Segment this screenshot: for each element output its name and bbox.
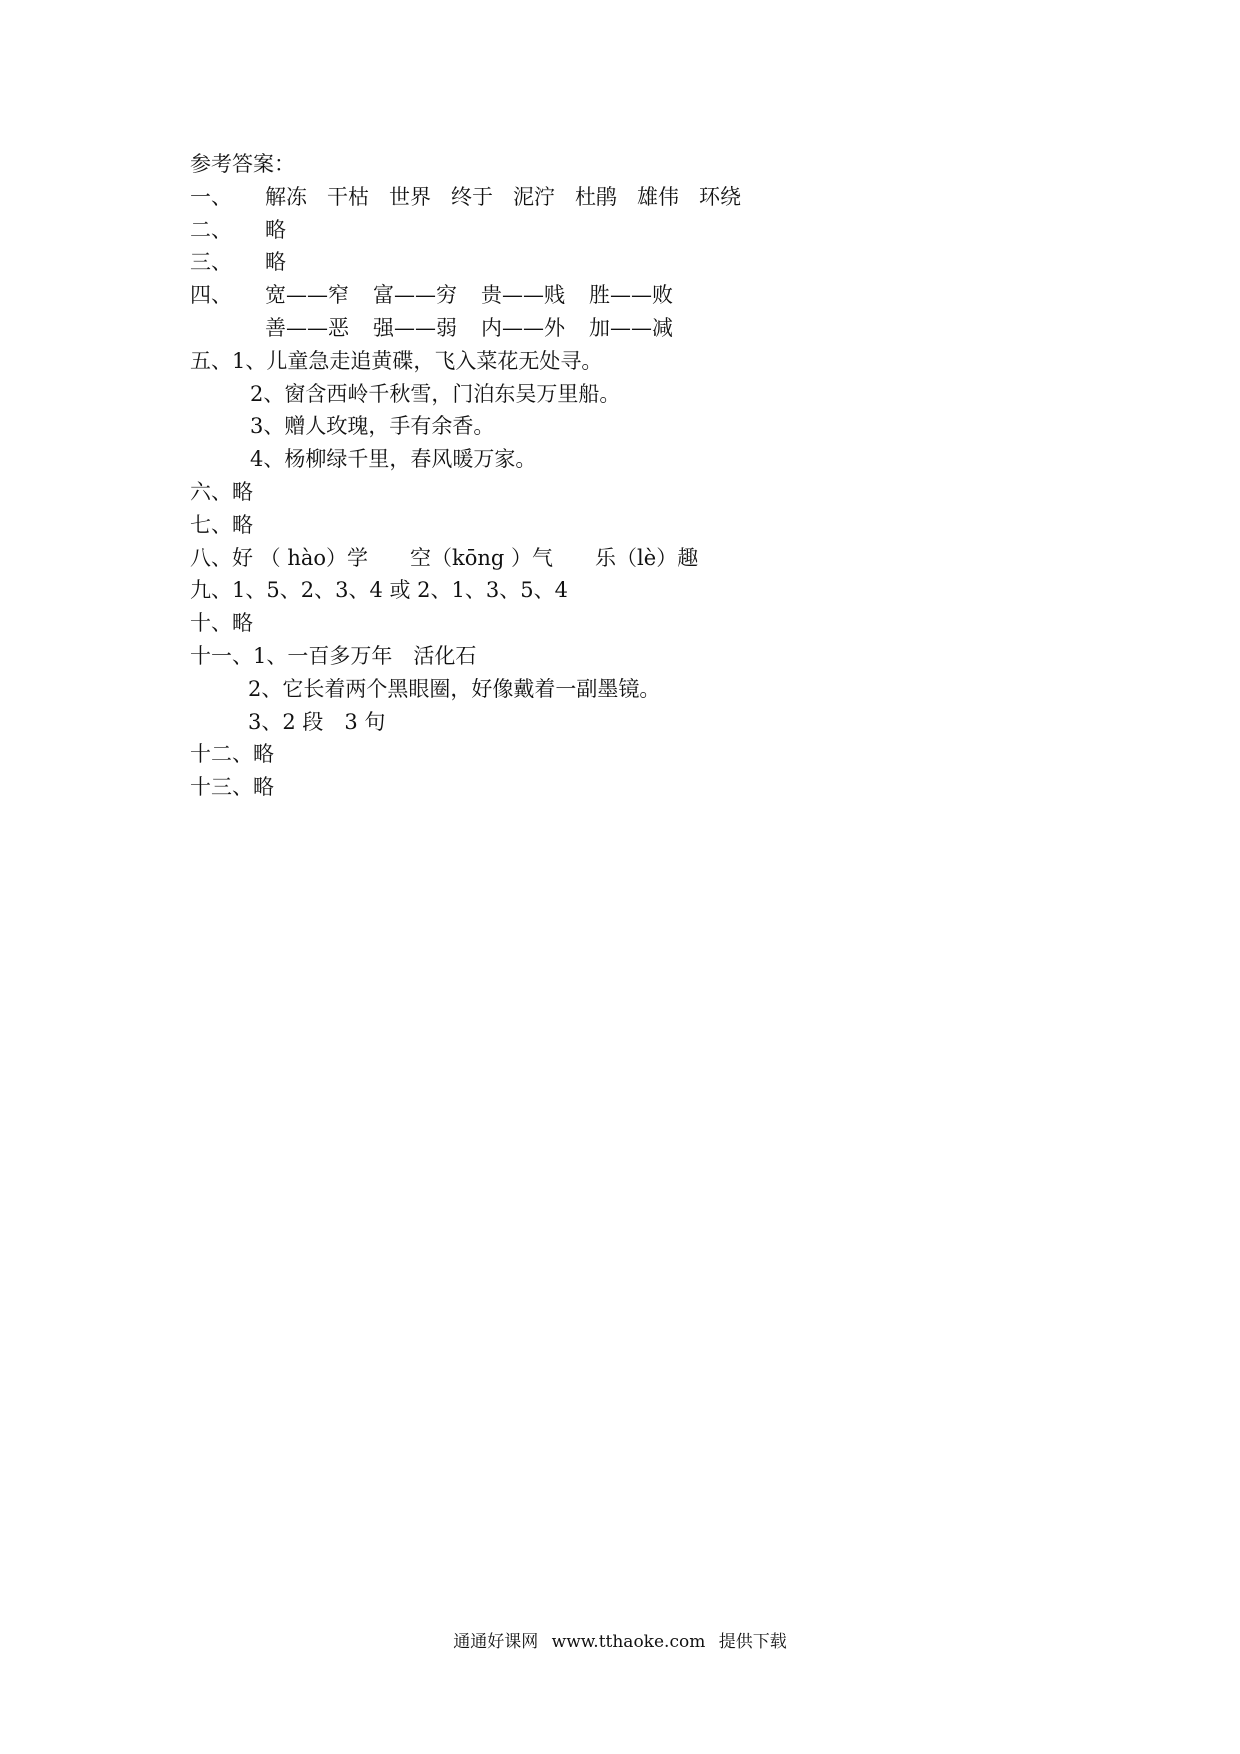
antonym-pair: 胜——败 [589, 283, 673, 308]
answer-5-item-4: 4、杨柳绿千里，春风暖万家。 [250, 447, 537, 472]
answer-2-number: 二、 [190, 217, 232, 242]
footer-url[interactable]: www.tthaoke.com [551, 1632, 706, 1652]
word: 雄伟 [637, 184, 679, 209]
word: 干枯 [327, 184, 369, 209]
word: 环绕 [699, 184, 741, 209]
word: 终于 [451, 184, 493, 209]
answer-11-item-2: 2、它长着两个黑眼圈，好像戴着一副墨镜。 [248, 676, 661, 701]
answer-3-number: 三、 [190, 250, 232, 275]
antonym-pair: 宽——窄 [265, 283, 349, 308]
word: 杜鹃 [575, 184, 617, 209]
answer-key-title: 参考答案： [190, 152, 295, 176]
answer-7: 七、略 [190, 512, 253, 537]
answer-key [190, 148, 1090, 804]
word: 泥泞 [513, 184, 555, 209]
answer-5-item-3: 3、赠人玫瑰，手有余香。 [250, 414, 495, 439]
answer-11-item-1: 十一、1、一百多万年 活化石 [190, 643, 477, 668]
answer-9: 九、1、5、2、3、4 或 2、1、3、5、4 [190, 578, 568, 603]
antonym-pair: 善——恶 [265, 315, 349, 340]
answer-8: 八、好 （ hào）学 空（kōng ）气 乐（lè）趣 [190, 545, 699, 570]
antonym-pairs-row-2 [265, 316, 697, 340]
answer-1-words [265, 185, 761, 209]
answer-4-number: 四、 [190, 283, 232, 308]
answer-1 [190, 181, 1090, 214]
word: 世界 [389, 184, 431, 209]
answer-3 [190, 246, 1090, 279]
answer-13: 十三、略 [190, 775, 274, 800]
answer-4 [190, 279, 1090, 312]
antonym-pair: 加——减 [589, 315, 673, 340]
antonym-pair: 内——外 [481, 315, 565, 340]
answer-10: 十、略 [190, 611, 253, 636]
antonym-pairs-row-1 [265, 283, 697, 307]
answer-6: 六、略 [190, 479, 253, 504]
word: 解冻 [265, 184, 307, 209]
answer-3-text: 略 [265, 250, 286, 275]
answer-5-item-2: 2、窗含西岭千秋雪，门泊东吴万里船。 [250, 381, 621, 406]
page-footer [0, 1630, 1240, 1654]
answer-2-text: 略 [265, 217, 286, 242]
antonym-pair: 贵——贱 [481, 283, 565, 308]
answer-11-item-3: 3、2 段 3 句 [248, 709, 386, 734]
answer-12: 十二、略 [190, 742, 274, 767]
answer-4-continued [190, 312, 1090, 345]
answer-1-number: 一、 [190, 184, 232, 209]
answer-2 [190, 214, 1090, 247]
antonym-pair: 富——穷 [373, 283, 457, 308]
footer-suffix: 提供下载 [718, 1632, 787, 1652]
answer-5-item-1: 五、1、儿童急走追黄碟，飞入菜花无处寻。 [190, 348, 603, 373]
antonym-pair: 强——弱 [373, 315, 457, 340]
footer-site-name: 通通好课网 [453, 1632, 539, 1652]
